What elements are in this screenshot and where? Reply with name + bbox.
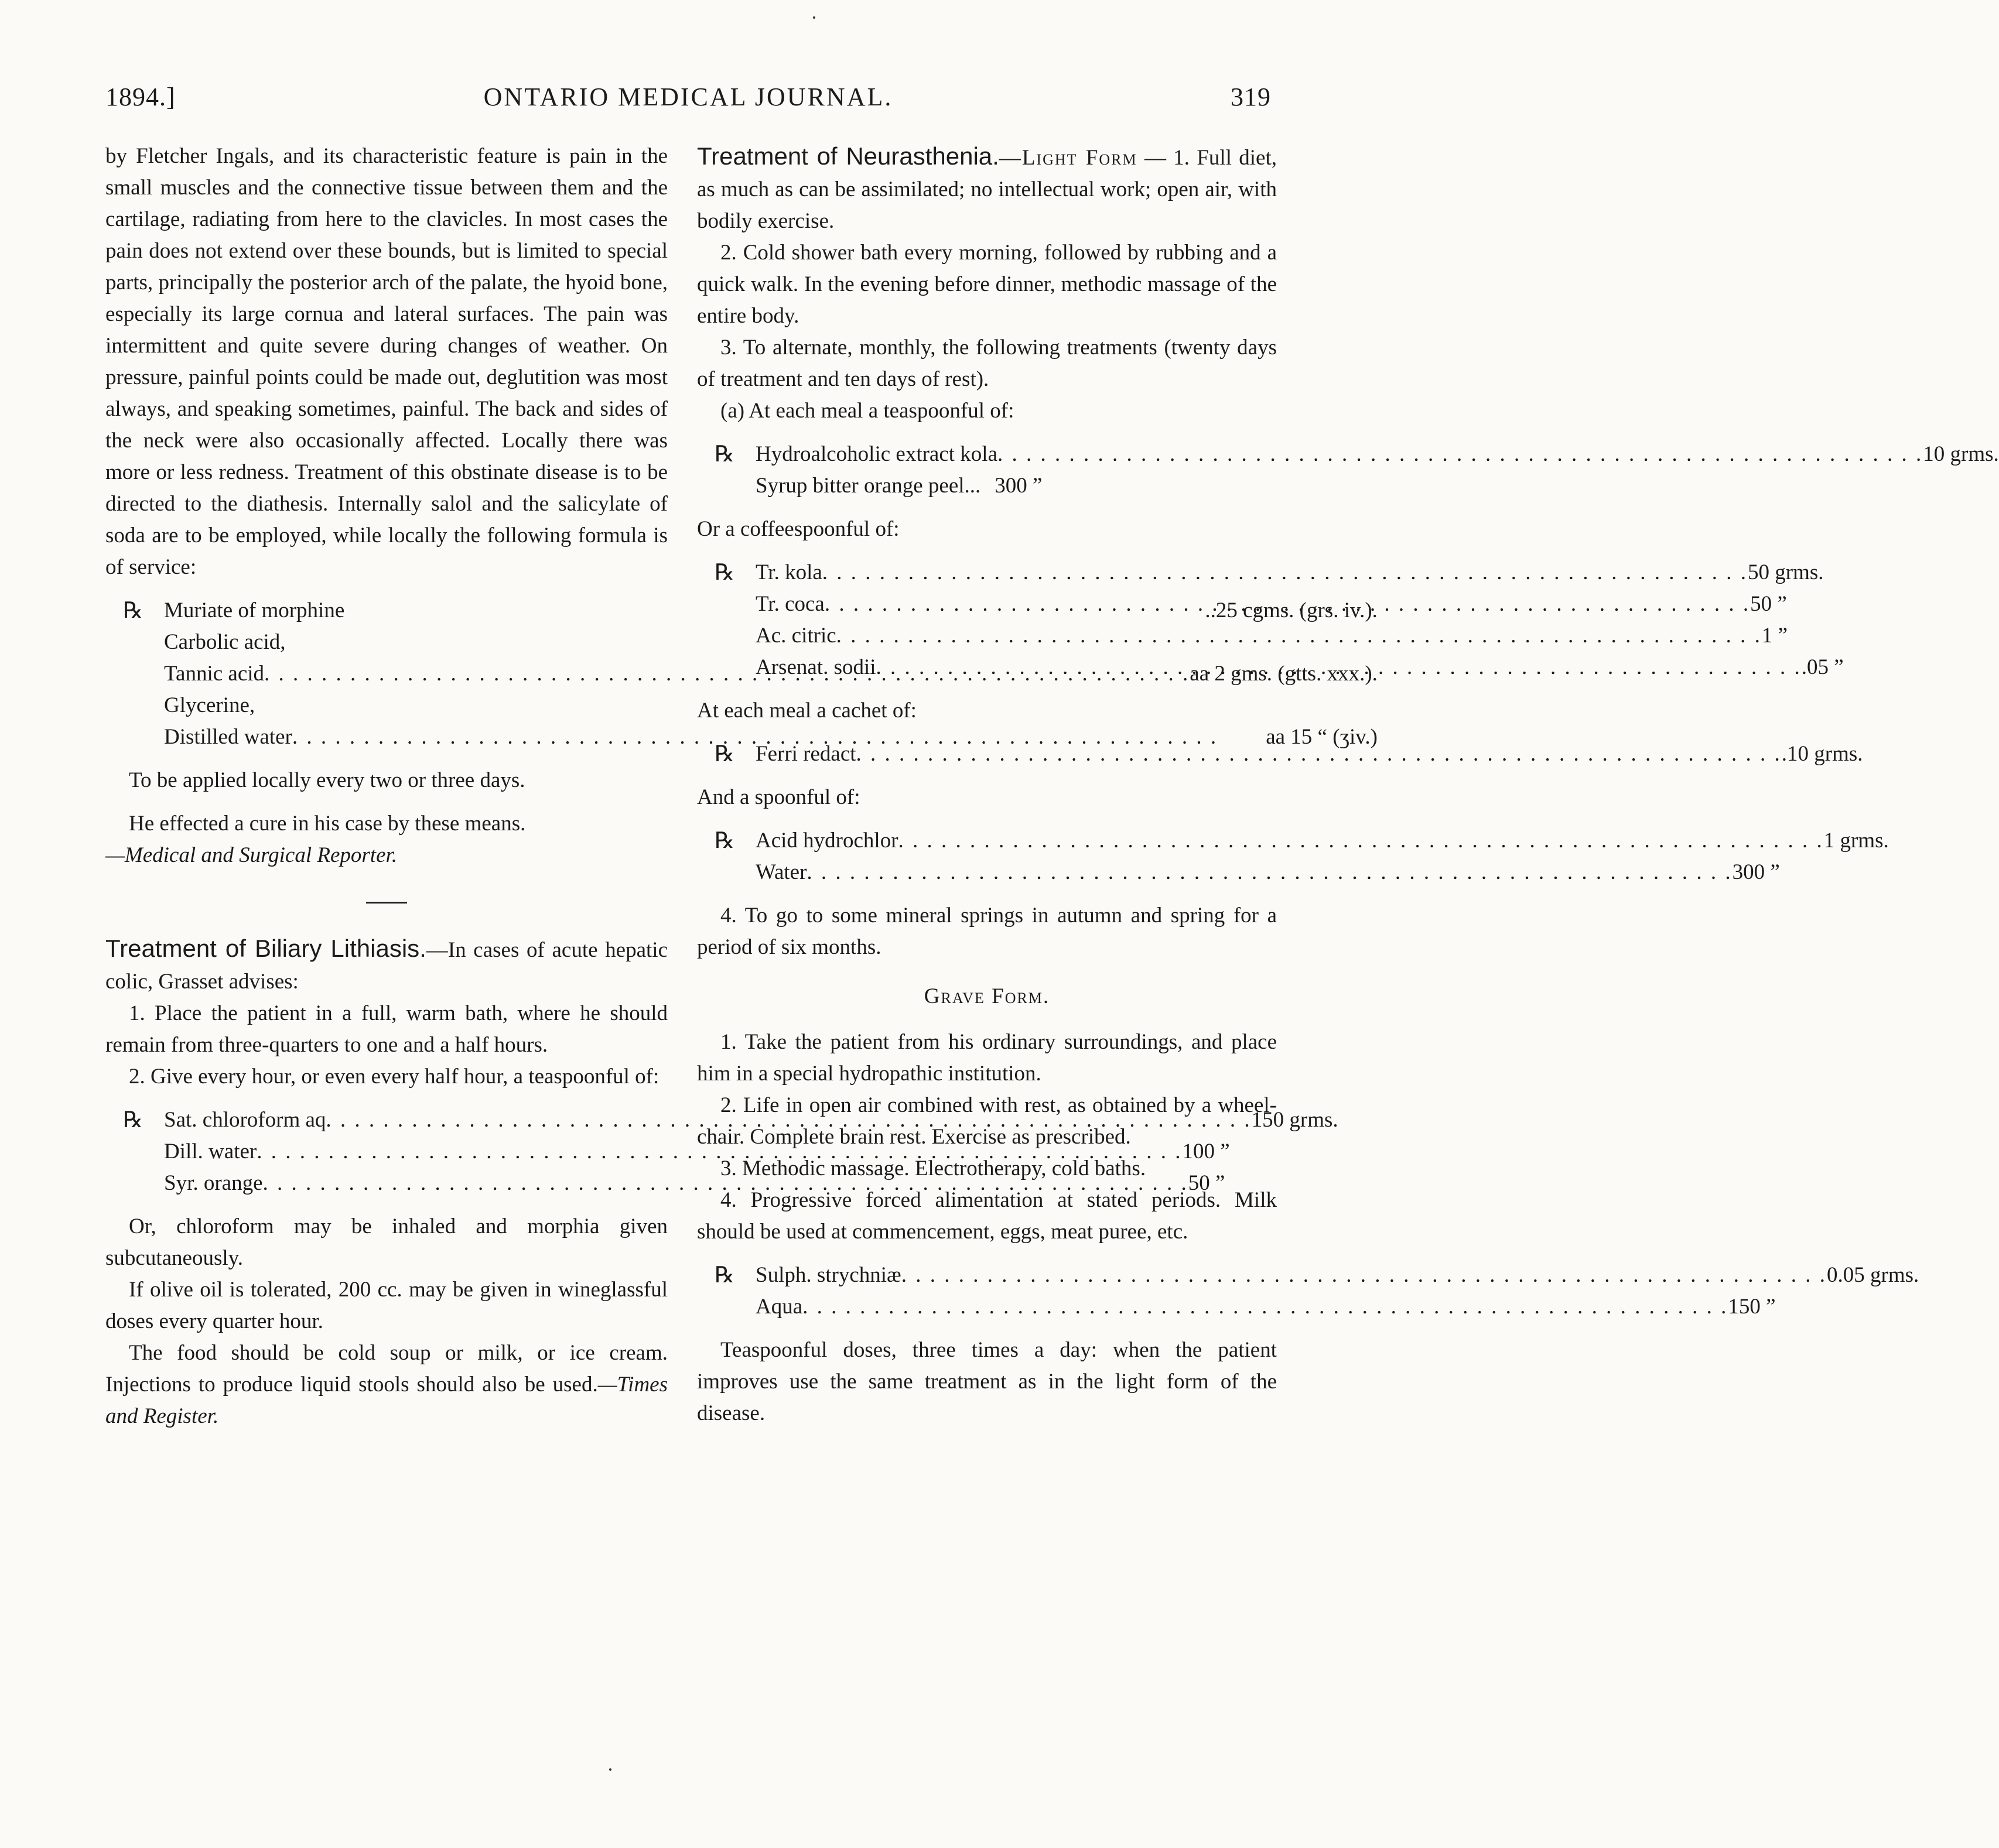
journal-title: ONTARIO MEDICAL JOURNAL. (483, 83, 893, 111)
neurasthenia-item-3: 3. To alternate, monthly, the following treatments (twenty days of treatment and ten days of rest). (697, 336, 1277, 391)
rx-line: Ac. citric . . . 1 ” (756, 620, 1201, 652)
neurasthenia-intro: Treatment of Neurasthenia.—Light Form — 1. Full diet, as much as can be assimilated; no intellectual work; open air, with bodily exercise. (697, 142, 1277, 233)
rx-symbol: ℞ (715, 442, 735, 467)
olive-oil-paragraph: If olive oil is tolerated, 200 cc. may be given in wineglassful doses every quarter hour. (105, 1278, 668, 1333)
section-divider (366, 902, 407, 904)
neurasthenia-item-3a: (a) At each meal a teaspoonful of: (720, 399, 1014, 423)
article-heading: Treatment of Neurasthenia. (697, 142, 999, 170)
prescription-ferri (715, 738, 1863, 770)
source-citation: —Medical and Surgical Reporter. (105, 843, 398, 867)
rx-line: Carbolic acid, (164, 630, 286, 654)
biliary-step-2: 2. Give every hour, or even every half hour, a teaspoonful of: (129, 1065, 660, 1089)
grave-item-2: 2. Life in open air combined with rest, as obtained by a wheel-chair. Complete brain rest. Exercise as prescribed. (697, 1093, 1277, 1149)
neurasthenia-item-2: 2. Cold shower bath every morning, followed by rubbing and a quick walk. In the evening before dinner, methodic massage of the entire body. (697, 241, 1277, 328)
grave-item-1: 1. Take the patient from his ordinary surroundings, and place him in a special hydropathic institution. (697, 1030, 1277, 1086)
rx-line: Distilled water . . . aa 15 “ (ʒiv.) (164, 721, 1378, 753)
rx-symbol: ℞ (715, 1263, 735, 1288)
rx-line: Glycerine, (164, 693, 255, 717)
rx-line: Dill. water . . . 100 ” (164, 1136, 574, 1168)
closing-paragraph: Teaspoonful doses, three times a day: when the patient improves use the same treatment as in the light form of the disease. (697, 1338, 1277, 1425)
grave-item-3: 3. Methodic massage. Electrotherapy, cold baths. (720, 1156, 1146, 1180)
grave-item-4: 4. Progressive forced alimentation at stated periods. Milk should be used at commencement, eggs, meat puree, etc. (697, 1188, 1277, 1244)
source-citation: —Times and Register. (105, 1373, 668, 1428)
rx-line: Sat. chloroform aq . . . 150 grms. (164, 1104, 574, 1136)
rx-line: Tannic acid . . . aa 2 gms. (gtts. xxx.). (164, 658, 1378, 690)
page-number: 319 (1231, 83, 1271, 111)
chloroform-paragraph: Or, chloroform may be inhaled and morphia given subcutaneously. (105, 1214, 668, 1270)
food-paragraph: The food should be cold soup or milk, or ice cream. Injections to produce liquid stools should also be used.—Times and Register. (105, 1341, 668, 1428)
prescription-kola-syrup (715, 439, 1999, 502)
rx-symbol: ℞ (123, 1108, 143, 1132)
rx-line: Ferri redact . . . .10 grms. (756, 738, 1201, 770)
rx-line: Tr. kola . . . 50 grms. (756, 557, 1201, 588)
rx-line: Arsenat. sodii . . . .05 ” (756, 652, 1201, 683)
rx-line: Syr. orange . . . 50 ” (164, 1168, 574, 1199)
bottom-ink-dot (609, 1768, 611, 1771)
rx-line: Water . . . 300 ” (756, 857, 1201, 888)
rx-line: Acid hydrochlor . . . 1 grms. (756, 825, 1201, 857)
cure-line: He effected a cure in his case by these means. (129, 812, 526, 836)
running-head (105, 82, 1271, 117)
rx-line: Hydroalcoholic extract kola . . . 10 grms. (756, 439, 1999, 470)
or-coffeespoonful: Or a coffeespoonful of: (697, 517, 900, 541)
rx-symbol: ℞ (715, 829, 735, 853)
rx-direction: To be applied locally every two or three days. (129, 768, 525, 792)
biliary-step-1: 1. Place the patient in a full, warm bath, where he should remain from three-quarters to one and a half hours. (105, 1001, 668, 1057)
top-ink-dot (813, 16, 815, 19)
intro-paragraph: by Fletcher Ingals, and its characteristic feature is pain in the small muscles and the connective tissue between them and the cartilage, radiating from here to the clavicles. In most cases the pain does not extend over these bounds, but is limited to special parts, principally the posterior arch of the palate, the hyoid bone, especially its large cornua and lateral surfaces. The pain was intermittent and quite severe during changes of weather. On pressure, painful points could be made out, deglutition was most always, and speaking sometimes, painful. The back and sides of the neck were also occasionally affected. Locally there was more or less redness. Treatment of this obstinate disease is to be directed to the diathesis. Internally salol and the salicylate of soda are to be employed, while locally the following formula is of service: (105, 144, 668, 579)
spoonful-line: And a spoonful of: (697, 785, 860, 809)
rx-symbol: ℞ (715, 742, 735, 766)
rx-symbol: ℞ (715, 560, 735, 585)
rx-line: Aqua . . . 150 ” (756, 1291, 1212, 1323)
rx-symbol: ℞ (123, 598, 143, 623)
prescription-strychnine (715, 1260, 1919, 1323)
rx-line: Tr. coca . . . 50 ” (756, 588, 1201, 620)
rx-line: Syrup bitter orange peel... 300 ” (756, 474, 1043, 498)
grave-form-heading: Grave Form. (924, 984, 1050, 1008)
prescription-hydrochlor (715, 825, 1889, 888)
cachet-line: At each meal a cachet of: (697, 699, 917, 723)
neurasthenia-item-4: 4. To go to some mineral springs in autumn and spring for a period of six months. (697, 904, 1277, 959)
biliary-intro: Treatment of Biliary Lithiasis.—In cases of acute hepatic colic, Grasset advises: (105, 935, 668, 994)
article-heading: Treatment of Biliary Lithiasis. (105, 935, 426, 962)
header-year: 1894.] (105, 83, 176, 111)
rx-line: Sulph. strychniæ . . . 0.05 grms. (756, 1260, 1212, 1291)
rx-line: Muriate of morphine ..25 cgms. (grs. iv.). (164, 598, 1378, 622)
